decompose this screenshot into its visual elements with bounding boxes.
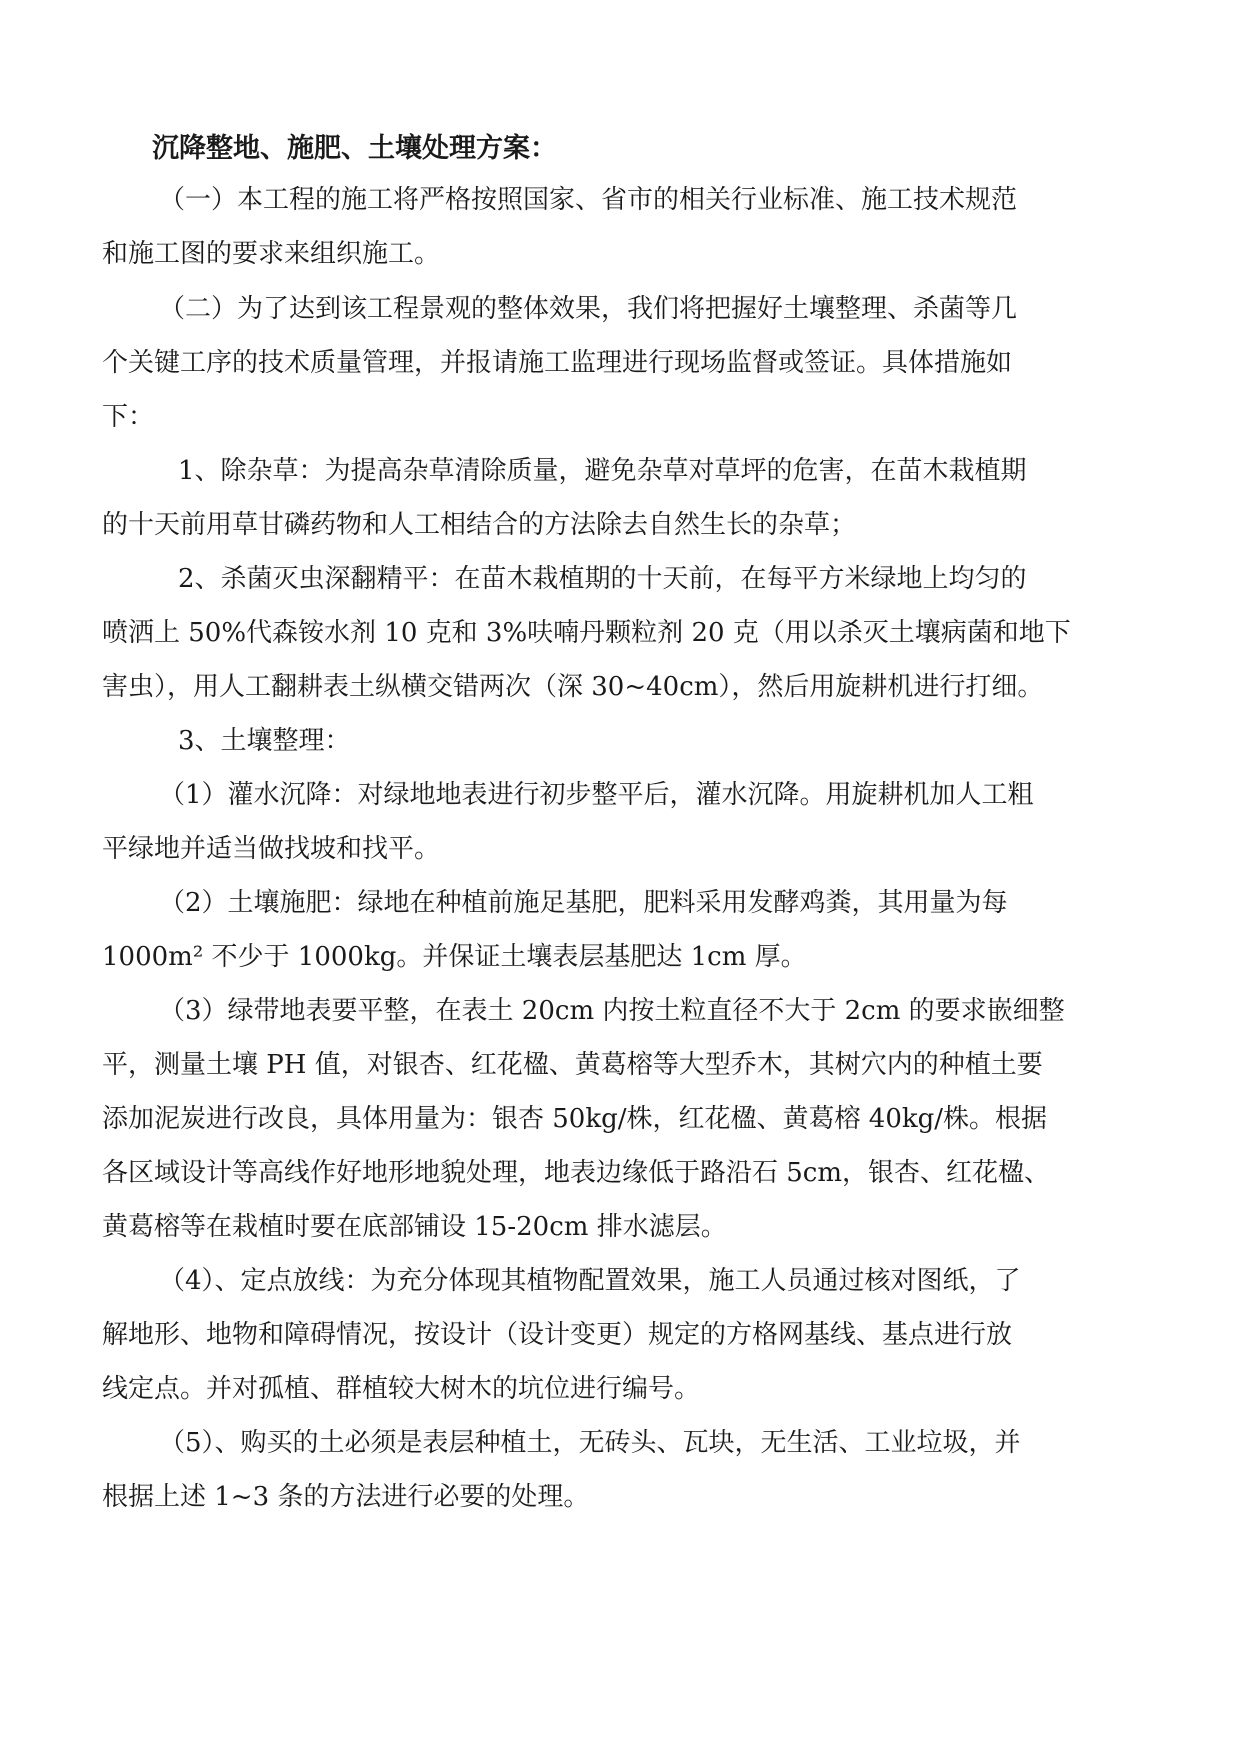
paragraph-line: 黄葛榕等在栽植时要在底部铺设 15-20cm 排水滤层。 <box>102 1212 727 1242</box>
paragraph-line: 1、除杂草：为提高杂草清除质量，避免杂草对草坪的危害，在苗木栽植期 <box>178 456 1027 486</box>
paragraph-line: 的十天前用草甘磷药物和人工相结合的方法除去自然生长的杂草； <box>102 510 857 540</box>
paragraph-line: 2、杀菌灭虫深翻精平：在苗木栽植期的十天前，在每平方米绿地上均匀的 <box>178 564 1027 594</box>
paragraph-line: 喷洒上 50%代森铵水剂 10 克和 3%呋喃丹颗粒剂 20 克（用以杀灭土壤病菌和地下 <box>102 618 1071 648</box>
paragraph-line: 3、土壤整理： <box>178 726 351 756</box>
paragraph-line: 个关键工序的技术质量管理，并报请施工监理进行现场监督或签证。具体措施如 <box>102 348 1013 378</box>
paragraph-line: （2）土壤施肥：绿地在种植前施足基肥，肥料采用发酵鸡粪，其用量为每 <box>159 888 1008 918</box>
paragraph-line: 和施工图的要求来组织施工。 <box>102 239 441 269</box>
paragraph-line: （二）为了达到该工程景观的整体效果，我们将把握好土壤整理、杀菌等几 <box>159 294 1018 324</box>
paragraph-line: （一）本工程的施工将严格按照国家、省市的相关行业标准、施工技术规范 <box>159 185 1018 215</box>
paragraph-line: 害虫），用人工翻耕表土纵横交错两次（深 30~40cm），然后用旋耕机进行打细。 <box>102 672 1044 702</box>
paragraph-line: 平绿地并适当做找坡和找平。 <box>102 834 441 864</box>
paragraph-line: 平，测量土壤 PH 值，对银杏、红花楹、黄葛榕等大型乔木，其树穴内的种植土要 <box>102 1050 1043 1080</box>
paragraph-line: （1）灌水沉降：对绿地地表进行初步整平后，灌水沉降。用旋耕机加人工粗 <box>159 780 1034 810</box>
paragraph-line: （4）、定点放线：为充分体现其植物配置效果，施工人员通过核对图纸，了 <box>159 1266 1021 1296</box>
paragraph-line: 下： <box>102 402 155 432</box>
paragraph-line: （3）绿带地表要平整，在表土 20cm 内按土粒直径不大于 2cm 的要求嵌细整 <box>159 996 1065 1026</box>
document-title: 沉降整地、施肥、土壤处理方案： <box>152 133 557 164</box>
paragraph-line: 各区域设计等高线作好地形地貌处理，地表边缘低于路沿石 5cm，银杏、红花楹、 <box>102 1158 1051 1188</box>
paragraph-line: 添加泥炭进行改良，具体用量为：银杏 50kg/株，红花楹、黄葛榕 40kg/株。根据 <box>102 1104 1048 1134</box>
paragraph-line: 1000m² 不少于 1000kg。并保证土壤表层基肥达 1cm 厚。 <box>102 942 807 972</box>
paragraph-line: 根据上述 1~3 条的方法进行必要的处理。 <box>102 1482 590 1512</box>
paragraph-line: 解地形、地物和障碍情况，按设计（设计变更）规定的方格网基线、基点进行放 <box>102 1320 1013 1350</box>
paragraph-line: 线定点。并对孤植、群植较大树木的坑位进行编号。 <box>102 1374 701 1404</box>
paragraph-line: （5）、购买的土必须是表层种植土，无砖头、瓦块，无生活、工业垃圾，并 <box>159 1428 1021 1458</box>
